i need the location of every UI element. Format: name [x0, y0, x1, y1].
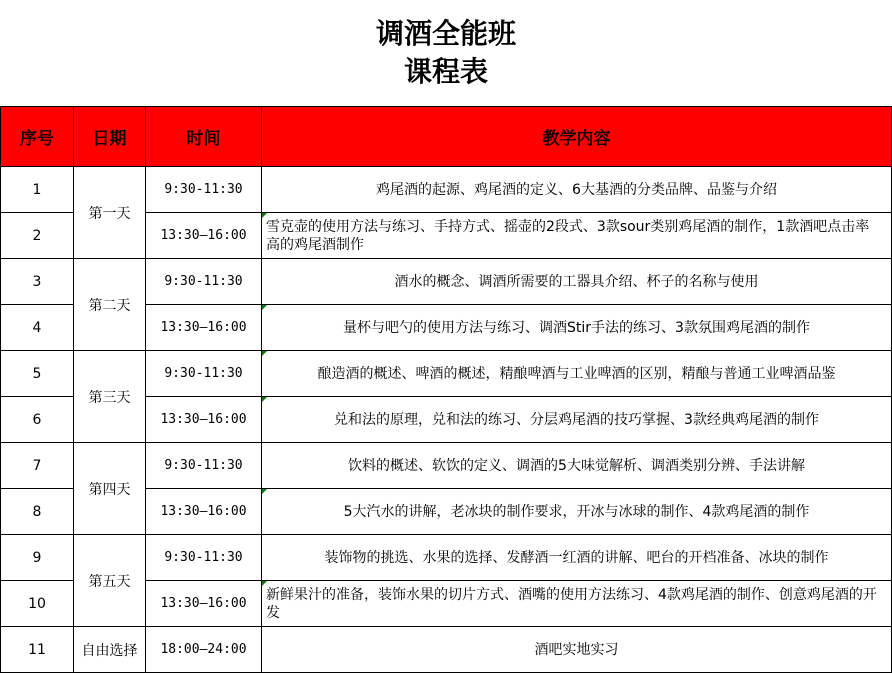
content-text: 新鲜果汁的准备，装饰水果的切片方式、酒嘴的使用方法练习、4款鸡尾酒的制作、创意鸡尾酒的开发 — [266, 586, 877, 621]
content-text: 量杯与吧勺的使用方法与练习、调酒Stir手法的练习、3款氛围鸡尾酒的制作 — [343, 319, 810, 336]
header-time: 时间 — [146, 107, 262, 167]
content-cell: 鸡尾酒的起源、鸡尾酒的定义、6大基酒的分类品牌、品鉴与介绍 — [262, 167, 892, 213]
schedule-title: 课程表 — [403, 55, 488, 88]
seq-cell: 9 — [1, 535, 74, 581]
time-cell: 9:30-11:30 — [146, 535, 262, 581]
table-row — [1, 259, 892, 305]
title-block — [0, 0, 892, 106]
cell-comment-marker — [262, 397, 267, 402]
time-cell: 9:30-11:30 — [146, 259, 262, 305]
seq-cell: 1 — [1, 167, 74, 213]
day-cell: 第二天 — [74, 259, 146, 351]
content-cell — [262, 213, 892, 259]
table-row — [1, 443, 892, 489]
day-cell: 自由选择 — [74, 627, 146, 673]
time-cell: 18:00—24:00 — [146, 627, 262, 673]
cell-comment-marker — [262, 213, 267, 218]
seq-cell: 10 — [1, 581, 74, 627]
course-title: 调酒全能班 — [375, 17, 516, 50]
time-cell: 13:30—16:00 — [146, 397, 262, 443]
header-seq: 序号 — [1, 107, 74, 167]
content-cell: 装饰物的挑选、水果的选择、发酵酒一红酒的讲解、吧台的开档准备、冰块的制作 — [262, 535, 892, 581]
seq-cell: 6 — [1, 397, 74, 443]
content-cell — [262, 305, 892, 351]
time-cell: 13:30—16:00 — [146, 489, 262, 535]
content-cell: 饮料的概述、软饮的定义、调酒的5大味觉解析、调酒类别分辨、手法讲解 — [262, 443, 892, 489]
day-cell: 第一天 — [74, 167, 146, 259]
seq-cell: 5 — [1, 351, 74, 397]
time-cell: 9:30-11:30 — [146, 351, 262, 397]
content-cell: 酒水的概念、调酒所需要的工器具介绍、杯子的名称与使用 — [262, 259, 892, 305]
content-cell — [262, 489, 892, 535]
cell-comment-marker — [262, 351, 267, 356]
header-date: 日期 — [74, 107, 146, 167]
content-cell — [262, 581, 892, 627]
table-row — [1, 627, 892, 673]
content-cell: 酒吧实地实习 — [262, 627, 892, 673]
day-cell: 第四天 — [74, 443, 146, 535]
content-text: 5大汽水的讲解，老冰块的制作要求，开冰与冰球的制作、4款鸡尾酒的制作 — [343, 503, 810, 520]
table-row — [1, 351, 892, 397]
seq-cell: 11 — [1, 627, 74, 673]
time-cell: 13:30—16:00 — [146, 213, 262, 259]
seq-cell: 2 — [1, 213, 74, 259]
content-text: 酿造酒的概述、啤酒的概述，精酿啤酒与工业啤酒的区别，精酿与普通工业啤酒品鉴 — [317, 365, 836, 382]
time-cell: 9:30-11:30 — [146, 167, 262, 213]
seq-cell: 7 — [1, 443, 74, 489]
schedule-table — [0, 106, 892, 673]
seq-cell: 3 — [1, 259, 74, 305]
day-cell: 第三天 — [74, 351, 146, 443]
header-row — [1, 107, 892, 167]
cell-comment-marker — [262, 581, 267, 586]
cell-comment-marker — [262, 489, 267, 494]
content-text: 兑和法的原理，兑和法的练习、分层鸡尾酒的技巧掌握、3款经典鸡尾酒的制作 — [334, 411, 819, 428]
day-cell: 第五天 — [74, 535, 146, 627]
time-cell: 9:30-11:30 — [146, 443, 262, 489]
content-text: 雪克壶的使用方法与练习、手持方式、摇壶的2段式、3款sour类别鸡尾酒的制作，1款酒吧点击率 高的鸡尾酒制作 — [266, 218, 870, 253]
header-content: 教学内容 — [262, 107, 892, 167]
seq-cell: 4 — [1, 305, 74, 351]
cell-comment-marker — [262, 305, 267, 310]
content-cell — [262, 351, 892, 397]
seq-cell: 8 — [1, 489, 74, 535]
time-cell: 13:30—16:00 — [146, 581, 262, 627]
table-row — [1, 535, 892, 581]
time-cell: 13:30—16:00 — [146, 305, 262, 351]
content-cell — [262, 397, 892, 443]
table-row — [1, 167, 892, 213]
